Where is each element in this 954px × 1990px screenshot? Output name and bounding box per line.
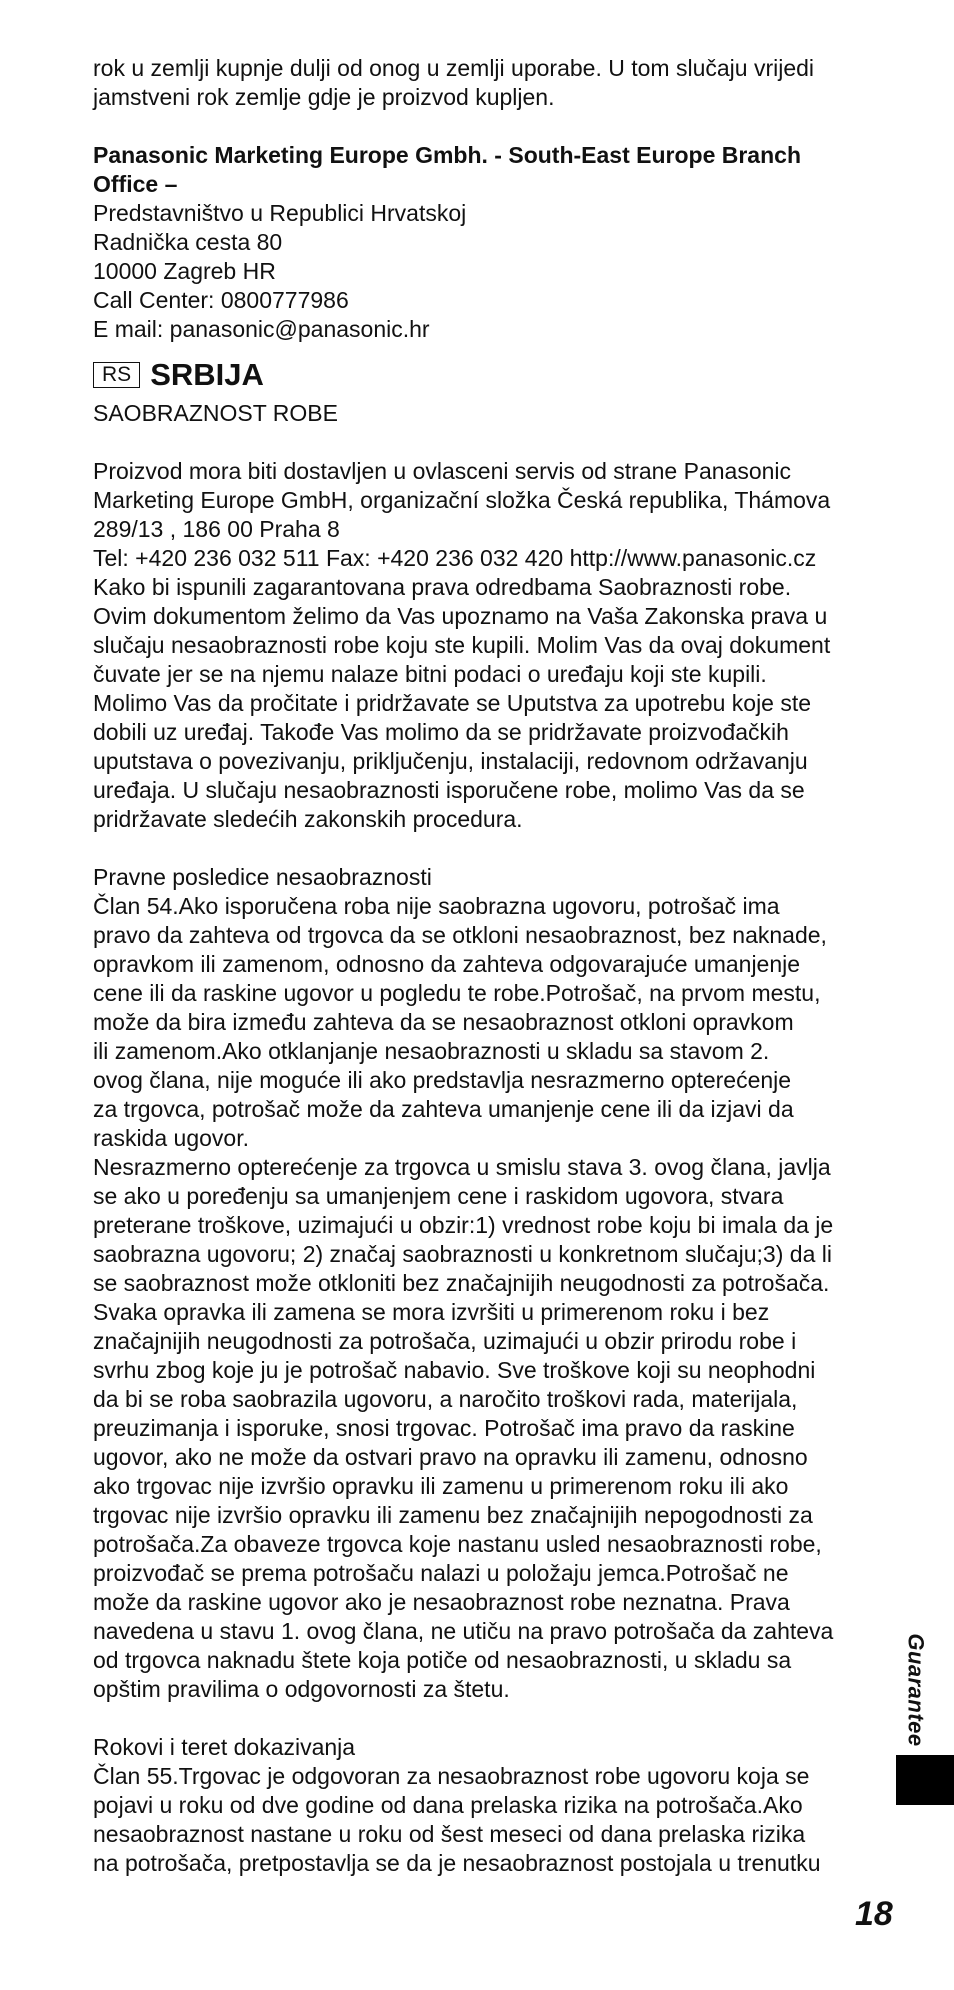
paragraph-legal-consequences: Pravne posledice nesaobraznosti Član 54.Ako isporučena roba nije saobrazna ugovoru, potrošač ima pravo da zahteva od trgovca da se otkloni nesaobraznost, bez naknade, opravkom ili zamenom, odnosno da zahteva odgovarajuće umanjenje cene ili da raskine ugovor u pogledu te robe.Potrošač, na prvom mestu, može da bira između zahteva da se nesaobraznost otkloni opravkom ili zamenom.Ako otklanjanje nesaobraznosti u skladu sa stavom 2. ovog člana, nije moguće ili ako predstavlja nesrazmerno opterećenje za trgovca, potrošač može da zahteva umanjenje cene ili da izjavi da raskida ugovor. Nesrazmerno opterećenje za trgovca u smislu stava 3. ovog člana, javlja se ako u poređenju sa umanjenjem cene i raskidom ugovora, stvara preterane troškove, uzimajući u obzir:1) vrednost robe koju bi imala da je saobrazna ugovoru; 2) značaj saobraznosti u konkretnom slučaju;3) da li se saobraznost može otkloniti bez značajnijih neugodnosti za potrošača. Svaka opravka ili zamena se mora izvršiti u primerenom roku i bez značajnijih neugodnosti za potrošača, uzimajući u obzir prirodu robe i svrhu zbog koje ju je potrošač nabavio. Sve troškove koji su neophodni da bi se roba saobrazila ugovoru, a naročito troškovi rada, materijala, preuzimanja i isporuke, snosi trgovac. Potrošač ima pravo da raskine ugovor, ako ne može da ostvari pravo na opravku ili zamenu, odnosno ako trgovac nije izvršio opravku ili zamenu u primerenom roku ili ako trgovac nije izvršio opravku ili zamenu bez značajnijih nepogodnosti za potrošača.Za obaveze trgovca koje nastanu usled nesaobraznosti robe, proizvođač se prema potrošaču nalazi u položaju jemca.Potrošač ne može da raskine ugovor ako je nesaobraznost robe neznatna. Prava navedena u stavu 1. ovog člana, ne utiču na pravo potrošača da zahteva od trgovca naknadu štete koja potiče od nesaobraznosti, u skladu sa opštim pravilima o odgovornosti za štetu. (93, 864, 834, 1702)
side-tab-label: Guarantee (904, 1633, 930, 1747)
page-number: 18 (855, 1895, 893, 1933)
paragraph-deadlines: Rokovi i teret dokazivanja Član 55.Trgovac je odgovoran za nesaobraznost robe ugovoru koja se pojavi u roku od dve godine od dana prelaska rizika na potrošača.Ako nesaobraznost nastane u roku od šest meseci od dana prelaska rizika na potrošača, pretpostavlja se da je nesaobraznost postojala u trenutku (93, 1734, 821, 1876)
section-heading (93, 357, 893, 393)
side-tab-marker (896, 1755, 954, 1805)
paragraph-service-info: Proizvod mora biti dostavljen u ovlasceni servis od strane Panasonic Marketing Europe GmbH, organizační složka Česká republika, Thámova 289/13 , 186 00 Praha 8 Tel: +420 236 032 511 Fax: +420 236 032 420 http://www.panasonic.cz Kako bi ispunili zagarantovana prava odredbama Saobraznosti robe. Ovim dokumentom želimo da Vas upoznamo na Vaša Zakonska prava u slučaju nesaobraznosti robe koju ste kupili. Molim Vas da ovaj dokument čuvate jer se na njemu nalaze bitni podaci o uređaju koji ste kupili. Molimo Vas da pročitate i pridržavate se Uputstva za upotrebu koje ste dobili uz uređaj. Takođe Vas molimo da se pridržavate proizvođačkih uputstava o povezivanju, priključenju, instalaciji, redovnom održavanju uređaja. U slučaju nesaobraznosti isporučene robe, molimo Vas da se pridržavate sledećih zakonskih procedura. (93, 458, 831, 832)
office-title: Panasonic Marketing Europe Gmbh. - South-East Europe Branch Office – (93, 142, 801, 197)
office-address: Predstavništvo u Republici Hrvatskoj Radnička cesta 80 10000 Zagreb HR Call Center: 0800777986 E mail: panasonic@panasonic.hr (93, 200, 467, 342)
document-body (93, 54, 893, 1878)
country-name: SRBIJA (150, 357, 264, 392)
country-code-badge: RS (93, 362, 140, 388)
intro-paragraph: rok u zemlji kupnje dulji od onog u zemlji uporabe. U tom slučaju vrijedi jamstveni rok zemlje gdje je proizvod kupljen. (93, 55, 815, 110)
section-subtitle: SAOBRAZNOST ROBE (93, 400, 338, 426)
